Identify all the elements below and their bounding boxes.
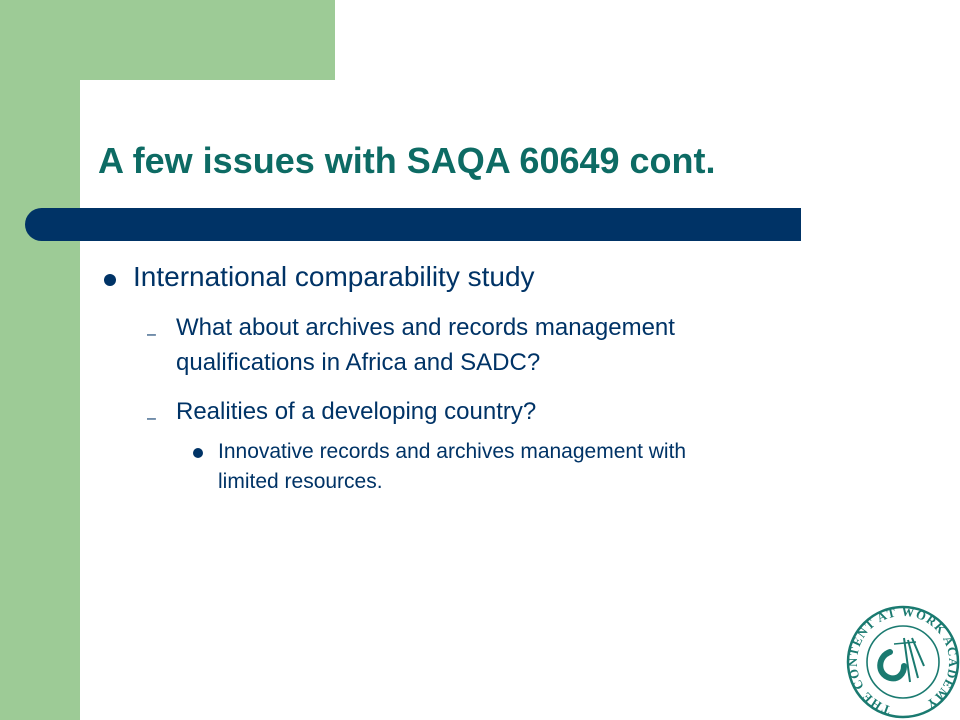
bullet-level3-line1: Innovative records and archives management with <box>218 440 687 463</box>
bullet-level2-line3: Realities of a developing country? <box>176 398 537 425</box>
academy-seal-icon <box>846 604 960 720</box>
seal-text: THE CONTENT AT WORK ACADEMY <box>846 604 960 718</box>
bullet-level2-line1: What about archives and records management <box>176 314 675 341</box>
bullet-dot-icon <box>193 448 203 458</box>
bullet-dot-icon <box>104 274 116 286</box>
dash-marker: – <box>147 326 156 343</box>
bullet-level3-line2: limited resources. <box>218 470 383 493</box>
bullet-level1: International comparability study <box>133 261 535 292</box>
bullet-level2-line2: qualifications in Africa and SADC? <box>176 349 541 376</box>
dash-marker: – <box>147 410 156 427</box>
svg-text:THE CONTENT AT WORK ACADEMY <box>846 605 960 718</box>
slide-title: A few issues with SAQA 60649 cont. <box>98 140 716 181</box>
